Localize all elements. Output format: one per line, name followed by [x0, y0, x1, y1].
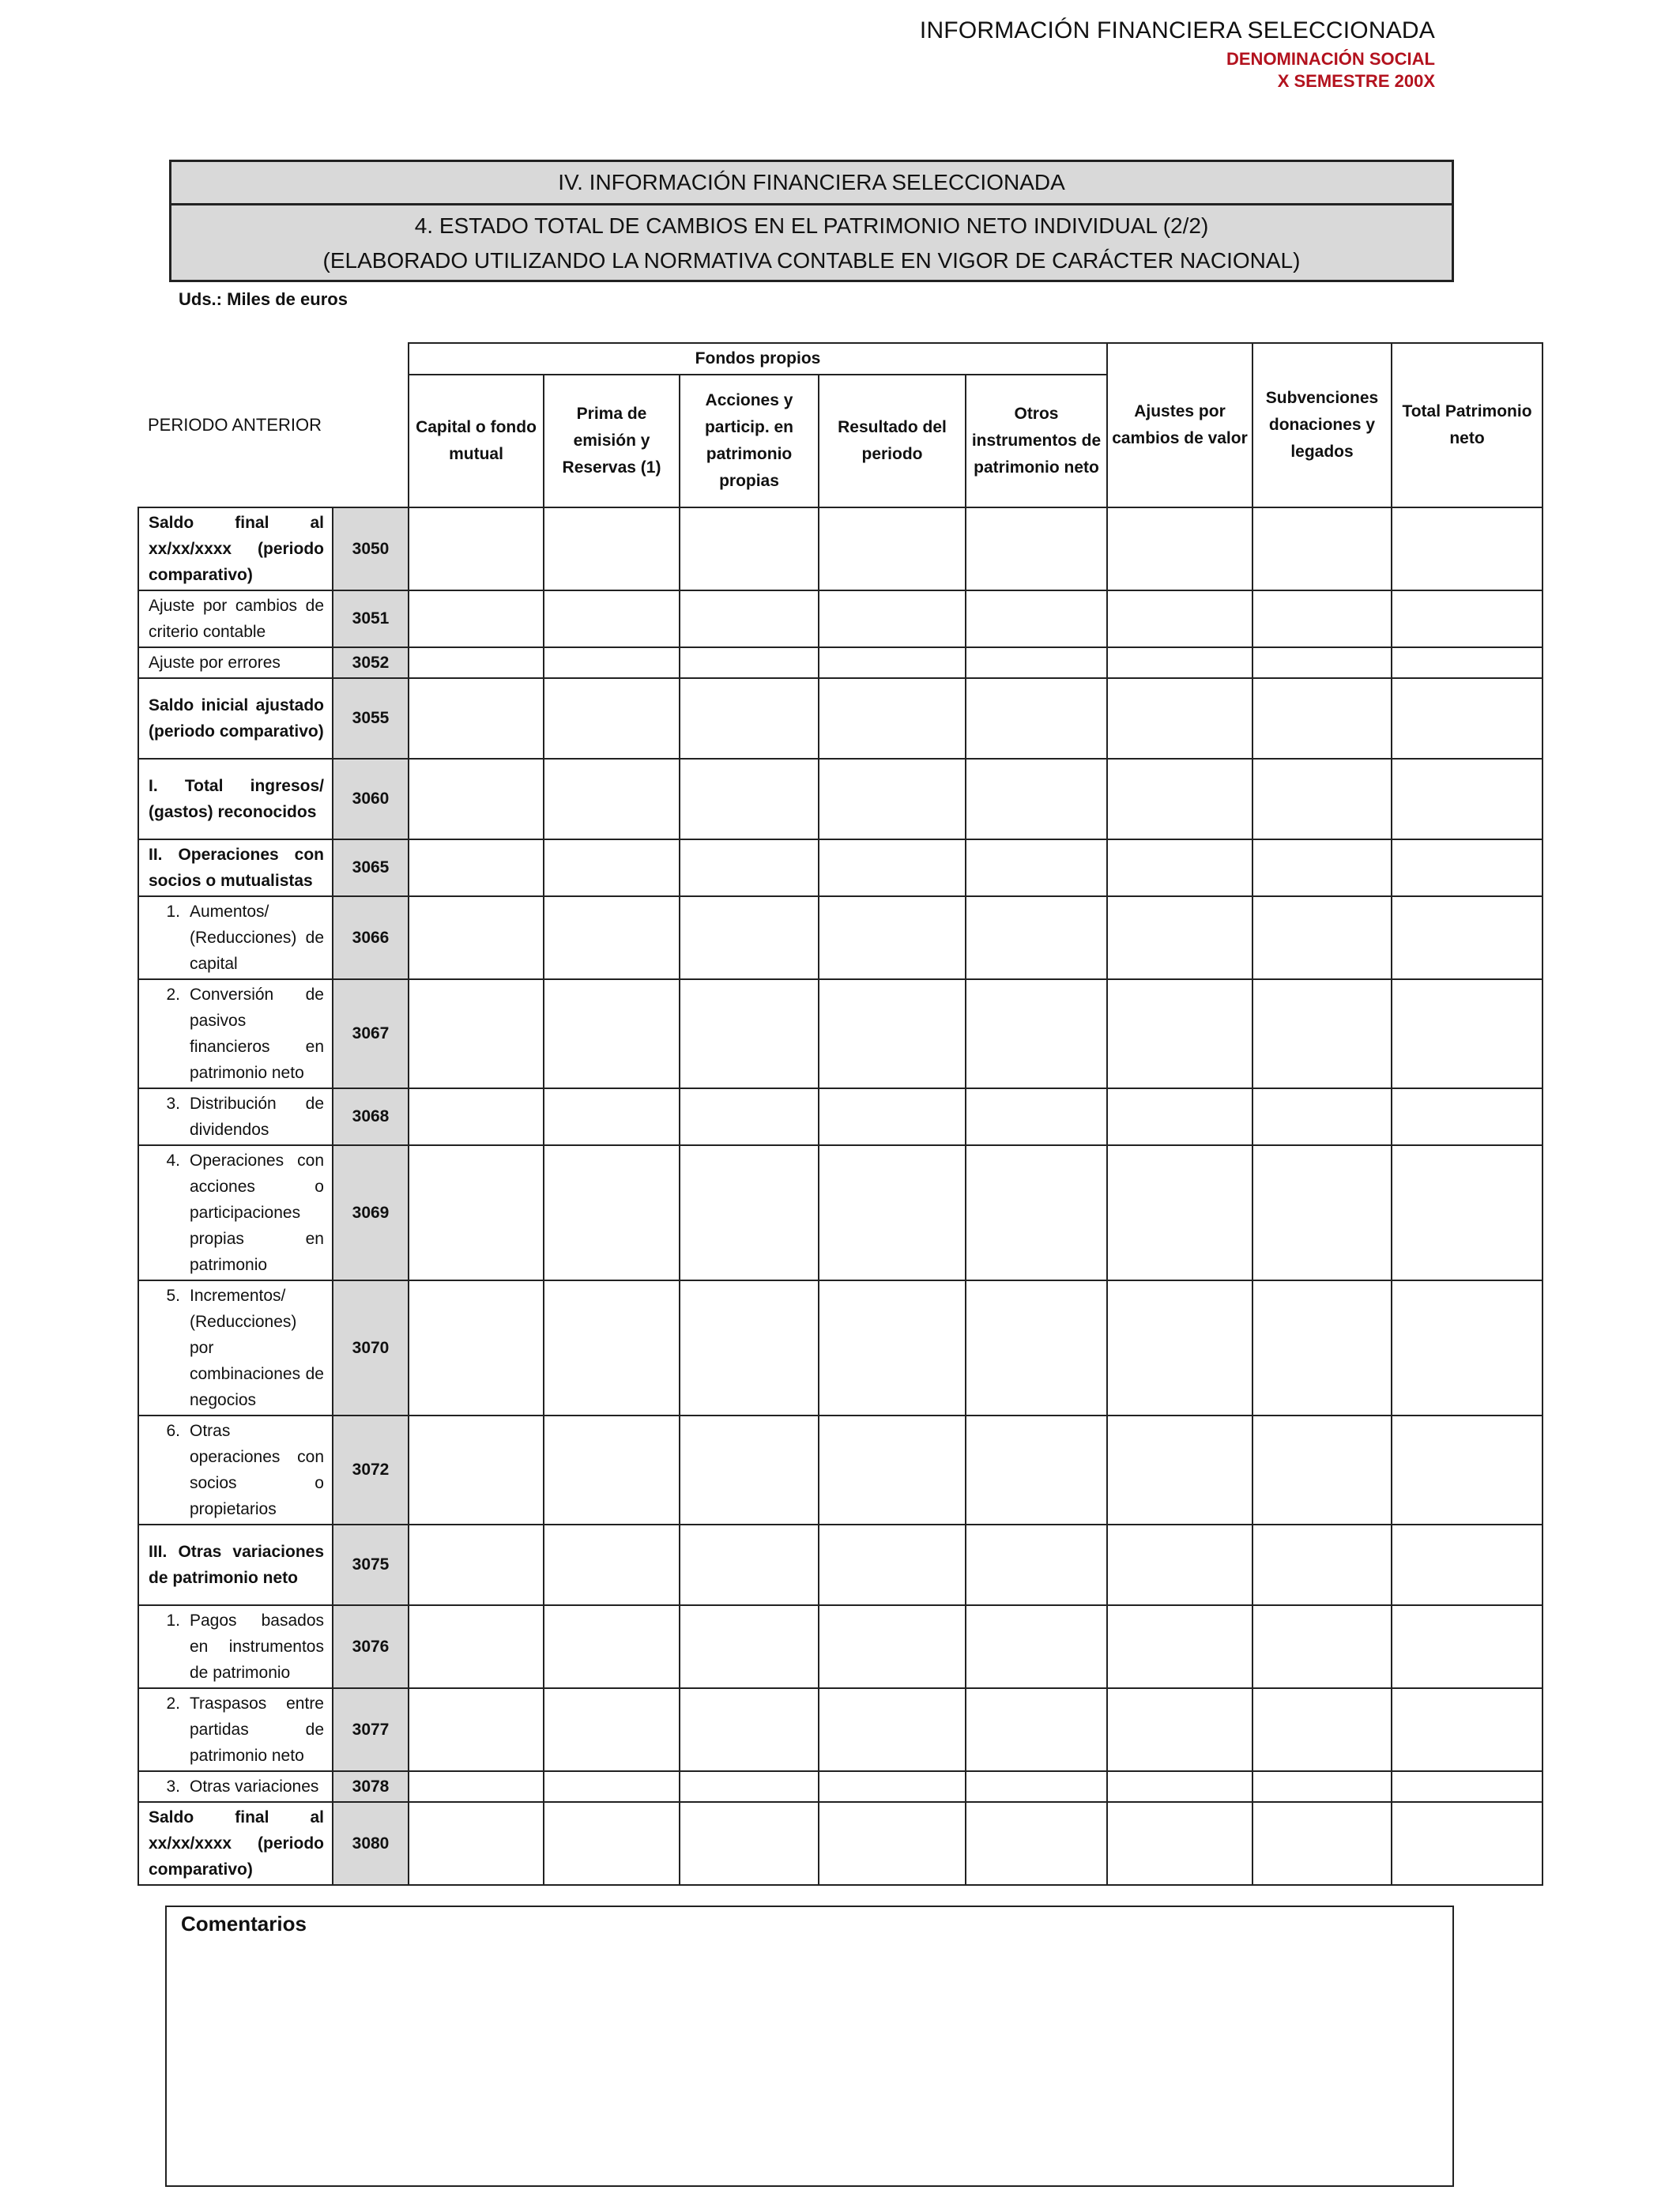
value-cell[interactable] [1107, 839, 1252, 896]
value-cell[interactable] [680, 590, 819, 647]
row-label [138, 1771, 333, 1802]
value-cell[interactable] [819, 1688, 966, 1771]
row-code: 3075 [333, 1525, 409, 1605]
value-cell[interactable] [966, 1088, 1107, 1145]
value-cell[interactable] [1107, 1688, 1252, 1771]
table-row [138, 1771, 1543, 1802]
value-cell[interactable] [680, 647, 819, 678]
table-row [138, 590, 1543, 647]
value-cell[interactable] [966, 759, 1107, 839]
row-item-number: 2. [166, 986, 180, 1004]
value-cell[interactable] [966, 1688, 1107, 1771]
row-code: 3055 [333, 678, 409, 759]
table-row [138, 1525, 1543, 1605]
value-cell[interactable] [966, 1525, 1107, 1605]
table-row [138, 647, 1543, 678]
row-label: Saldo inicial ajustado (periodo comparativo) [138, 678, 333, 759]
row-item-text: Traspasos entre partidas de patrimonio neto [190, 1695, 324, 1765]
value-cell[interactable] [966, 1771, 1107, 1802]
col-header-resultado: Resultado del periodo [819, 375, 966, 507]
value-cell[interactable] [1252, 507, 1392, 590]
row-code: 3078 [333, 1771, 409, 1802]
value-cell[interactable] [1392, 647, 1543, 678]
value-cell[interactable] [1252, 979, 1392, 1088]
value-cell[interactable] [1107, 647, 1252, 678]
value-cell[interactable] [1392, 1802, 1543, 1885]
equity-changes-table [137, 342, 1543, 1886]
value-cell[interactable] [819, 896, 966, 979]
row-item-text: Otras variaciones [190, 1777, 319, 1796]
col-header-prima: Prima de emisión y Reservas (1) [544, 375, 680, 507]
row-code: 3069 [333, 1145, 409, 1280]
value-cell[interactable] [409, 590, 544, 647]
value-cell[interactable] [1392, 678, 1543, 759]
row-code: 3060 [333, 759, 409, 839]
table-row [138, 839, 1543, 896]
value-cell[interactable] [409, 1688, 544, 1771]
value-cell[interactable] [680, 1688, 819, 1771]
row-label [138, 896, 333, 979]
value-cell[interactable] [819, 1416, 966, 1525]
table-row [138, 1416, 1543, 1525]
reporting-period: X SEMESTRE 200X [1277, 71, 1435, 91]
page-header [920, 17, 1435, 92]
value-cell[interactable] [819, 590, 966, 647]
row-label: III. Otras variaciones de patrimonio neto [138, 1525, 333, 1605]
value-cell[interactable] [680, 896, 819, 979]
value-cell[interactable] [1252, 1416, 1392, 1525]
value-cell[interactable] [819, 1525, 966, 1605]
value-cell[interactable] [409, 839, 544, 896]
value-cell[interactable] [1107, 896, 1252, 979]
value-cell[interactable] [544, 1525, 680, 1605]
company-name: DENOMINACIÓN SOCIAL [1226, 49, 1435, 69]
value-cell[interactable] [680, 1088, 819, 1145]
period-label: PERIODO ANTERIOR [148, 414, 322, 435]
value-cell[interactable] [409, 1280, 544, 1416]
value-cell[interactable] [1392, 1280, 1543, 1416]
value-cell[interactable] [680, 1525, 819, 1605]
table-row [138, 1802, 1543, 1885]
value-cell[interactable] [1107, 678, 1252, 759]
value-cell[interactable] [1392, 590, 1543, 647]
value-cell[interactable] [544, 647, 680, 678]
row-item-number: 4. [166, 1152, 180, 1170]
row-code: 3076 [333, 1605, 409, 1688]
value-cell[interactable] [1392, 839, 1543, 896]
row-item-text: Aumentos/ (Reducciones) de capital [190, 903, 324, 973]
value-cell[interactable] [1107, 979, 1252, 1088]
value-cell[interactable] [680, 1802, 819, 1885]
value-cell[interactable] [409, 1771, 544, 1802]
row-item-text: Distribución de dividendos [190, 1095, 324, 1139]
value-cell[interactable] [819, 1088, 966, 1145]
value-cell[interactable] [680, 1416, 819, 1525]
row-item-number: 3. [166, 1777, 180, 1796]
value-cell[interactable] [544, 759, 680, 839]
value-cell[interactable] [819, 1771, 966, 1802]
value-cell[interactable] [819, 839, 966, 896]
row-item-number: 3. [166, 1095, 180, 1113]
row-code: 3052 [333, 647, 409, 678]
value-cell[interactable] [1392, 759, 1543, 839]
row-label [138, 1088, 333, 1145]
value-cell[interactable] [1252, 759, 1392, 839]
value-cell[interactable] [544, 1088, 680, 1145]
value-cell[interactable] [1107, 759, 1252, 839]
row-code: 3050 [333, 507, 409, 590]
row-label: I. Total ingresos/ (gastos) reconocidos [138, 759, 333, 839]
row-item-number: 1. [166, 903, 180, 921]
row-code: 3072 [333, 1416, 409, 1525]
value-cell[interactable] [544, 1145, 680, 1280]
table-row [138, 759, 1543, 839]
row-label [138, 1280, 333, 1416]
statement-subtitle-line: (ELABORADO UTILIZANDO LA NORMATIVA CONTABLE EN VIGOR DE CARÁCTER NACIONAL) [322, 248, 1301, 273]
value-cell[interactable] [1252, 678, 1392, 759]
row-label: Saldo final al xx/xx/xxxx (periodo comparativo) [138, 507, 333, 590]
value-cell[interactable] [409, 1605, 544, 1688]
table-row [138, 507, 1543, 590]
value-cell[interactable] [544, 1416, 680, 1525]
comments-box[interactable] [165, 1906, 1454, 2187]
row-item-number: 1. [166, 1612, 180, 1630]
value-cell[interactable] [1107, 1280, 1252, 1416]
value-cell[interactable] [409, 507, 544, 590]
value-cell[interactable] [966, 1605, 1107, 1688]
row-item-number: 5. [166, 1287, 180, 1305]
value-cell[interactable] [1107, 1802, 1252, 1885]
value-cell[interactable] [1107, 1525, 1252, 1605]
table-row [138, 1145, 1543, 1280]
row-item-text: Incrementos/ (Reducciones) por combinaciones de negocios [190, 1287, 324, 1409]
value-cell[interactable] [544, 896, 680, 979]
value-cell[interactable] [1107, 507, 1252, 590]
header-title: INFORMACIÓN FINANCIERA SELECCIONADA [919, 17, 1435, 43]
value-cell[interactable] [544, 678, 680, 759]
table-row [138, 1688, 1543, 1771]
table-body [138, 507, 1543, 1885]
value-cell[interactable] [819, 1145, 966, 1280]
table-row [138, 1280, 1543, 1416]
value-cell[interactable] [409, 1145, 544, 1280]
value-cell[interactable] [1252, 839, 1392, 896]
value-cell[interactable] [409, 1525, 544, 1605]
table-row [138, 1605, 1543, 1688]
value-cell[interactable] [409, 678, 544, 759]
table-row [138, 1088, 1543, 1145]
col-header-otros: Otros instrumentos de patrimonio neto [966, 375, 1107, 507]
value-cell[interactable] [1252, 896, 1392, 979]
row-item-text: Pagos basados en instrumentos de patrimonio [190, 1612, 324, 1682]
value-cell[interactable] [680, 1280, 819, 1416]
value-cell[interactable] [1392, 507, 1543, 590]
value-cell[interactable] [680, 1771, 819, 1802]
statement-title-line: 4. ESTADO TOTAL DE CAMBIOS EN EL PATRIMONIO NETO INDIVIDUAL (2/2) [414, 213, 1209, 238]
value-cell[interactable] [680, 759, 819, 839]
value-cell[interactable] [819, 647, 966, 678]
value-cell[interactable] [819, 678, 966, 759]
value-cell[interactable] [1107, 1605, 1252, 1688]
value-cell[interactable] [1252, 590, 1392, 647]
table-row [138, 678, 1543, 759]
row-code: 3070 [333, 1280, 409, 1416]
value-cell[interactable] [966, 839, 1107, 896]
value-cell[interactable] [544, 1280, 680, 1416]
value-cell[interactable] [1107, 1088, 1252, 1145]
value-cell[interactable] [1252, 1802, 1392, 1885]
value-cell[interactable] [1392, 1145, 1543, 1280]
row-item-text: Otras operaciones con socios o propietarios [190, 1422, 324, 1518]
value-cell[interactable] [544, 590, 680, 647]
row-code: 3080 [333, 1802, 409, 1885]
row-code: 3068 [333, 1088, 409, 1145]
col-header-capital: Capital o fondo mutual [409, 375, 544, 507]
value-cell[interactable] [1252, 1088, 1392, 1145]
value-cell[interactable] [409, 1416, 544, 1525]
row-label [138, 979, 333, 1088]
value-cell[interactable] [1392, 896, 1543, 979]
row-code: 3065 [333, 839, 409, 896]
row-code: 3066 [333, 896, 409, 979]
value-cell[interactable] [544, 979, 680, 1088]
value-cell[interactable] [966, 979, 1107, 1088]
value-cell[interactable] [1392, 1605, 1543, 1688]
row-item-text: Conversión de pasivos financieros en patrimonio neto [190, 986, 324, 1082]
value-cell[interactable] [966, 590, 1107, 647]
col-header-ajustes: Ajustes por cambios de valor [1107, 343, 1252, 507]
value-cell[interactable] [1392, 1525, 1543, 1605]
row-code: 3051 [333, 590, 409, 647]
value-cell[interactable] [544, 839, 680, 896]
row-label [138, 1416, 333, 1525]
value-cell[interactable] [1252, 1280, 1392, 1416]
value-cell[interactable] [1107, 1771, 1252, 1802]
fondos-propios-header: Fondos propios [409, 343, 1107, 375]
table-row [138, 896, 1543, 979]
value-cell[interactable] [680, 1605, 819, 1688]
value-cell[interactable] [966, 1802, 1107, 1885]
value-cell[interactable] [966, 647, 1107, 678]
comments-label: Comentarios [181, 1912, 307, 1936]
value-cell[interactable] [544, 1771, 680, 1802]
value-cell[interactable] [409, 1802, 544, 1885]
value-cell[interactable] [966, 678, 1107, 759]
value-cell[interactable] [819, 1605, 966, 1688]
value-cell[interactable] [819, 1802, 966, 1885]
value-cell[interactable] [1392, 1771, 1543, 1802]
value-cell[interactable] [966, 1280, 1107, 1416]
value-cell[interactable] [1392, 1416, 1543, 1525]
value-cell[interactable] [819, 507, 966, 590]
value-cell[interactable] [966, 896, 1107, 979]
statement-title [171, 205, 1452, 280]
value-cell[interactable] [409, 647, 544, 678]
row-label: Ajuste por errores [138, 647, 333, 678]
units-label: Uds.: Miles de euros [179, 289, 348, 309]
col-header-subvenciones: Subvenciones donaciones y legados [1252, 343, 1392, 507]
value-cell[interactable] [1252, 1525, 1392, 1605]
table-row [138, 979, 1543, 1088]
value-cell[interactable] [1107, 1145, 1252, 1280]
row-item-number: 6. [166, 1422, 180, 1440]
value-cell[interactable] [1107, 590, 1252, 647]
row-code: 3067 [333, 979, 409, 1088]
value-cell[interactable] [819, 759, 966, 839]
value-cell[interactable] [819, 979, 966, 1088]
value-cell[interactable] [544, 1688, 680, 1771]
value-cell[interactable] [544, 1802, 680, 1885]
row-label [138, 1145, 333, 1280]
value-cell[interactable] [409, 979, 544, 1088]
value-cell[interactable] [1392, 1088, 1543, 1145]
value-cell[interactable] [544, 507, 680, 590]
row-item-number: 2. [166, 1695, 180, 1713]
row-code: 3077 [333, 1688, 409, 1771]
row-label: Saldo final al xx/xx/xxxx (periodo comparativo) [138, 1802, 333, 1885]
row-label: II. Operaciones con socios o mutualistas [138, 839, 333, 896]
value-cell[interactable] [1252, 1688, 1392, 1771]
section-title-box [169, 160, 1454, 282]
value-cell[interactable] [544, 1605, 680, 1688]
value-cell[interactable] [966, 1416, 1107, 1525]
value-cell[interactable] [1392, 979, 1543, 1088]
value-cell[interactable] [680, 839, 819, 896]
value-cell[interactable] [1252, 1771, 1392, 1802]
col-header-total: Total Patrimonio neto [1392, 343, 1543, 507]
value-cell[interactable] [680, 979, 819, 1088]
col-header-acciones: Acciones y particip. en patrimonio propias [680, 375, 819, 507]
row-label [138, 1605, 333, 1688]
section-title: IV. INFORMACIÓN FINANCIERA SELECCIONADA [171, 162, 1452, 205]
value-cell[interactable] [819, 1280, 966, 1416]
value-cell[interactable] [680, 507, 819, 590]
row-label: Ajuste por cambios de criterio contable [138, 590, 333, 647]
value-cell[interactable] [1107, 1416, 1252, 1525]
value-cell[interactable] [409, 1088, 544, 1145]
value-cell[interactable] [680, 678, 819, 759]
value-cell[interactable] [966, 1145, 1107, 1280]
value-cell[interactable] [409, 759, 544, 839]
value-cell[interactable] [1252, 1145, 1392, 1280]
value-cell[interactable] [966, 507, 1107, 590]
row-label [138, 1688, 333, 1771]
value-cell[interactable] [1392, 1688, 1543, 1771]
value-cell[interactable] [1252, 647, 1392, 678]
value-cell[interactable] [409, 896, 544, 979]
value-cell[interactable] [1252, 1605, 1392, 1688]
row-item-text: Operaciones con acciones o participaciones propias en patrimonio [190, 1152, 324, 1274]
value-cell[interactable] [680, 1145, 819, 1280]
